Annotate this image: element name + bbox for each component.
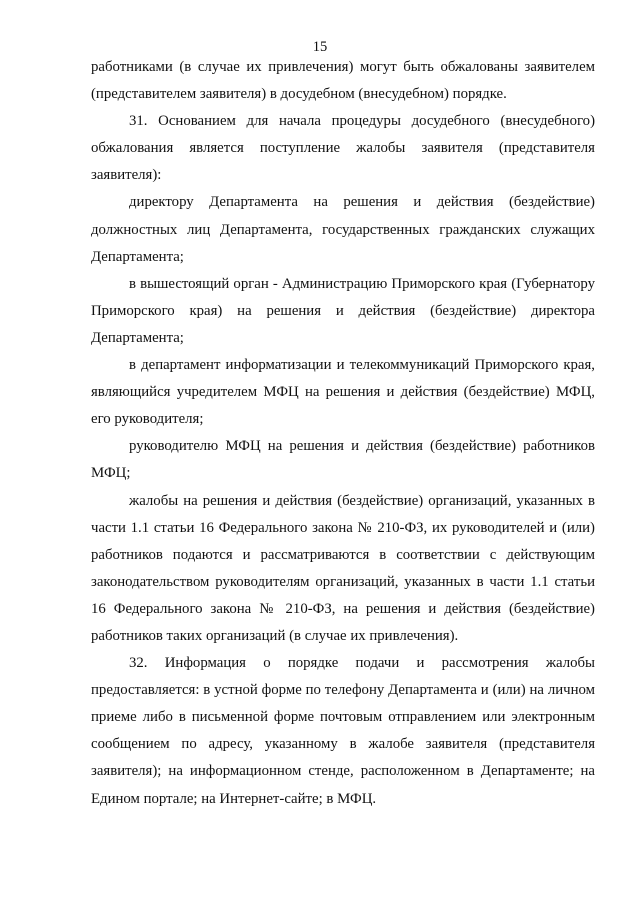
paragraph-organizations-complaints: жалобы на решения и действия (бездействие) организаций, указанных в части 1.1 статьи 16 Федерального закона № 210-ФЗ, их руководителей и (или) работников подаются и рассматриваются в соответствии с действующим законодательством руководителям организаций, указанных в части 1.1 статьи 16 Федерального закона № 210-ФЗ, на решения и действия (бездействие) работников таких организаций (в случае их привлечения). (91, 492, 595, 644)
paragraph-32-information: 32. Информация о порядке подачи и рассмотрения жалобы предоставляется: в устной форме по телефону Департамента и (или) на личном приеме либо в письменной форме почтовым отправлением или электронным сообщением по адресу, указанному в жалобе заявителя (представителя заявителя); на информационном стенде, расположенном в Департаменте; на Едином портале; на Интернет-сайте; в МФЦ. (91, 655, 595, 807)
paragraph-continuation: работниками (в случае их привлечения) могут быть обжалованы заявителем (представителем заявителя) в досудебном (внесудебном) порядке. (91, 59, 595, 103)
paragraph-to-informatization-department: в департамент информатизации и телекоммуникаций Приморского края, являющийся учредителем МФЦ на решения и действия (бездействие) МФЦ, его руководителя; (91, 357, 595, 428)
page-number: 15 (312, 39, 328, 55)
paragraph-to-mfc-head: руководителю МФЦ на решения и действия (бездействие) работников МФЦ; (91, 438, 595, 482)
paragraph-to-higher-authority: в вышестоящий орган - Администрацию Приморского края (Губернатору Приморского края) на решения и действия (бездействие) директора Департамента; (91, 275, 595, 346)
body-text (91, 54, 595, 813)
paragraph-31-intro: 31. Основанием для начала процедуры досудебного (внесудебного) обжалования является поступление жалобы заявителя (представителя заявителя): (91, 113, 595, 184)
paragraph-to-director: директору Департамента на решения и действия (бездействие) должностных лиц Департамента, государственных гражданских служащих Департамента; (91, 194, 595, 265)
